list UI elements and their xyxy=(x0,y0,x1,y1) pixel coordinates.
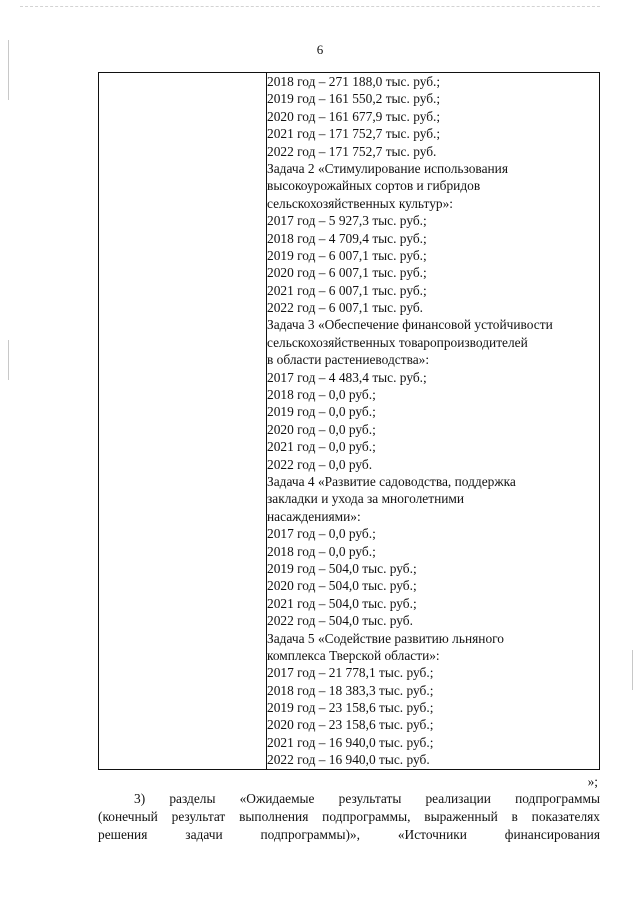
table-line: в области растениеводства»: xyxy=(267,352,430,368)
table-line: 2021 год – 504,0 тыс. руб.; xyxy=(267,595,417,611)
table-line: 2022 год – 16 940,0 тыс. руб. xyxy=(267,752,430,768)
paragraph-text: (конечный результат выполнения подпрограммы, выраженный в показателях xyxy=(98,809,600,824)
table-line: Задача 4 «Развитие садоводства, поддержка xyxy=(267,473,516,489)
budget-table xyxy=(98,72,600,770)
paragraph-line xyxy=(98,808,600,826)
table-line: сельскохозяйственных товаропроизводителей xyxy=(267,334,528,350)
table-line: 2020 год – 6 007,1 тыс. руб.; xyxy=(267,265,427,281)
table-line: сельскохозяйственных культур»: xyxy=(267,195,454,211)
paragraph-text: решения задачи подпрограммы)», «Источники финансирования xyxy=(98,827,600,842)
table-line: 2019 год – 504,0 тыс. руб.; xyxy=(267,560,417,576)
table-line: 2022 год – 6 007,1 тыс. руб. xyxy=(267,300,424,316)
scan-margin-mark xyxy=(632,650,633,690)
table-line: 2020 год – 23 158,6 тыс. руб.; xyxy=(267,717,434,733)
funding-lines xyxy=(267,73,599,769)
table-line: 2020 год – 161 677,9 тыс. руб.; xyxy=(267,108,441,124)
table-line: 2018 год – 0,0 руб.; xyxy=(267,387,376,403)
table-right-cell xyxy=(267,73,600,770)
closing-quote: »; xyxy=(587,774,598,789)
table-line: 2017 год – 0,0 руб.; xyxy=(267,526,376,542)
table-line: 2019 год – 6 007,1 тыс. руб.; xyxy=(267,247,427,263)
table-line: закладки и ухода за многолетними xyxy=(267,491,465,507)
table-line: Задача 2 «Стимулирование использования xyxy=(267,160,509,176)
table-line: 2019 год – 161 550,2 тыс. руб.; xyxy=(267,91,441,107)
table-line: 2022 год – 171 752,7 тыс. руб. xyxy=(267,143,437,159)
table-line: 2018 год – 0,0 руб.; xyxy=(267,543,376,559)
table-row xyxy=(99,73,600,770)
table-line: насаждениями»: xyxy=(267,508,361,524)
table-line: 2019 год – 0,0 руб.; xyxy=(267,404,376,420)
table-line: 2020 год – 504,0 тыс. руб.; xyxy=(267,578,417,594)
table-line: Задача 3 «Обеспечение финансовой устойчивости xyxy=(267,317,553,333)
scan-margin-mark xyxy=(8,340,9,380)
table-line: Задача 5 «Содействие развитию льняного xyxy=(267,630,504,646)
table-line: 2020 год – 0,0 руб.; xyxy=(267,421,376,437)
table-line: 2017 год – 5 927,3 тыс. руб.; xyxy=(267,213,427,229)
table-line: 2022 год – 0,0 руб. xyxy=(267,456,373,472)
table-line: 2021 год – 0,0 руб.; xyxy=(267,439,376,455)
table-line: высокоурожайных сортов и гибридов xyxy=(267,178,481,194)
table-left-cell xyxy=(99,73,267,770)
paragraph-line xyxy=(98,790,600,808)
table-line: 2019 год – 23 158,6 тыс. руб.; xyxy=(267,700,434,716)
table-line: 2022 год – 504,0 тыс. руб. xyxy=(267,613,413,629)
table-line: 2018 год – 4 709,4 тыс. руб.; xyxy=(267,230,427,246)
page-number: 6 xyxy=(316,42,324,57)
paragraph-line xyxy=(98,826,600,844)
table-line: 2021 год – 171 752,7 тыс. руб.; xyxy=(267,126,441,142)
table-line: 2018 год – 18 383,3 тыс. руб.; xyxy=(267,682,434,698)
scan-edge-mark xyxy=(20,6,600,8)
table-line: 2017 год – 21 778,1 тыс. руб.; xyxy=(267,665,434,681)
table-line: 2021 год – 16 940,0 тыс. руб.; xyxy=(267,734,434,750)
paragraph-text: 3) разделы «Ожидаемые результаты реализации подпрограммы xyxy=(134,791,600,806)
table-line: 2018 год – 271 188,0 тыс. руб.; xyxy=(267,74,441,89)
table-line: 2021 год – 6 007,1 тыс. руб.; xyxy=(267,282,427,298)
table-line: 2017 год – 4 483,4 тыс. руб.; xyxy=(267,369,427,385)
table-line: комплекса Тверской области»: xyxy=(267,647,440,663)
